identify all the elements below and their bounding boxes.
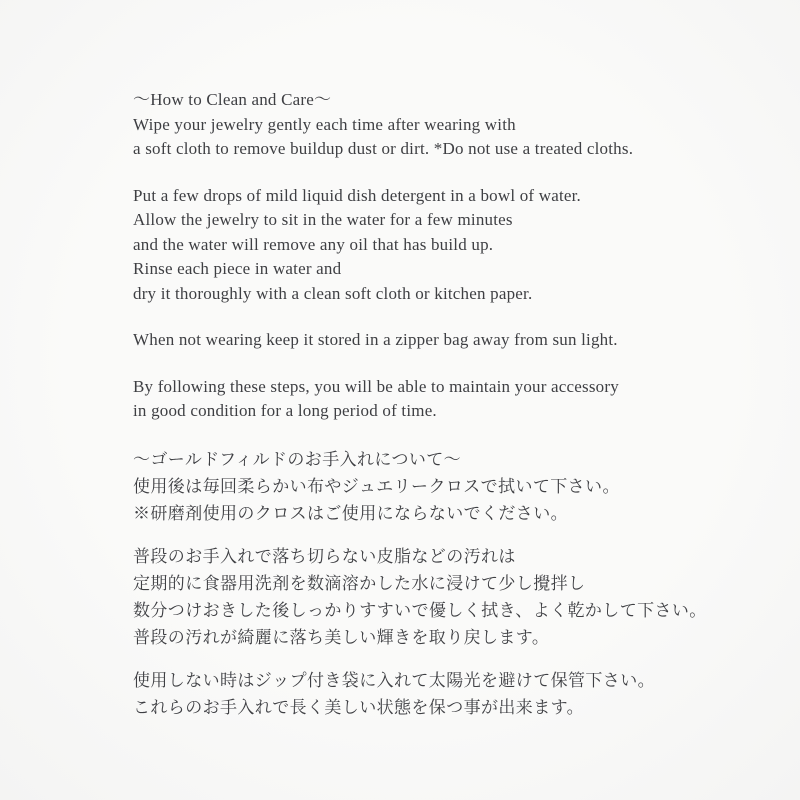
text-line: 普段のお手入れで落ち切らない皮脂などの汚れは	[133, 546, 516, 566]
section-heading-ja: 〜ゴールドフィルドのお手入れについて〜	[133, 449, 462, 469]
care-instructions-text-block	[133, 88, 740, 721]
text-line: 数分つけおきした後しっかりすすいで優しく拭き、よく乾かして下さい。	[133, 600, 707, 620]
text-line: Put a few drops of mild liquid dish detergent in a bowl of water.	[133, 185, 582, 205]
text-line: ※研磨剤使用のクロスはご使用にならないでください。	[133, 503, 568, 523]
text-line: Wipe your jewelry gently each time after wearing with	[133, 114, 516, 134]
paragraph-how-to-clean-heading	[133, 88, 740, 162]
text-line: and the water will remove any oil that has build up.	[133, 234, 494, 254]
paragraph-washing-instructions-en	[133, 184, 740, 307]
paragraph-goldfilled-care-heading-ja	[133, 446, 740, 527]
text-line: When not wearing keep it stored in a zipper bag away from sun light.	[133, 330, 618, 349]
text-line: 定期的に食器用洗剤を数滴溶かした水に浸けて少し攪拌し	[133, 573, 586, 593]
text-line: By following these steps, you will be able to maintain your accessory	[133, 376, 619, 396]
section-heading-en: 〜How to Clean and Care〜	[133, 90, 332, 109]
text-line: dry it thoroughly with a clean soft cloth or kitchen paper.	[133, 283, 533, 303]
paragraph-conclusion-en	[133, 375, 740, 424]
text-line: これらのお手入れで長く美しい状態を保つ事が出来ます。	[133, 697, 585, 717]
text-line: 使用しない時はジップ付き袋に入れて太陽光を避けて保管下さい。	[133, 670, 655, 690]
text-line: 使用後は毎回柔らかい布やジュエリークロスで拭いて下さい。	[133, 476, 620, 496]
paragraph-washing-instructions-ja	[133, 543, 740, 651]
text-line: a soft cloth to remove buildup dust or dirt. *Do not use a treated cloths.	[133, 139, 634, 158]
text-line: 普段の汚れが綺麗に落ち美しい輝きを取り戻します。	[133, 627, 550, 647]
paragraph-storage-en	[133, 328, 740, 353]
text-line: Allow the jewelry to sit in the water for a few minutes	[133, 210, 513, 229]
paragraph-storage-conclusion-ja	[133, 667, 740, 721]
text-line: in good condition for a long period of time.	[133, 401, 437, 420]
text-line: Rinse each piece in water and	[133, 259, 342, 278]
